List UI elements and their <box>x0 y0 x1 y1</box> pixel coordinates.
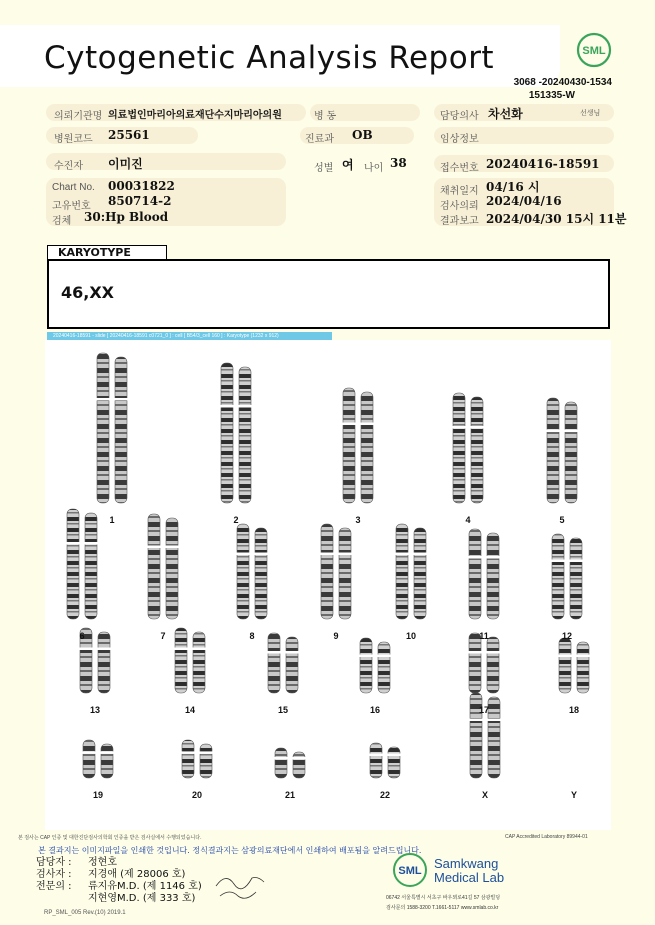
centromere-18-a <box>559 655 572 658</box>
slide-info-bar: 20240416-18591 - slide [ 20240416-18591 c0721_0 ] : cell [ B54/3_cell 160 ] : Karyotype (1232 x 912) <box>47 332 332 340</box>
chromosome-pair-3 <box>343 388 374 503</box>
sex-value: 여 <box>342 158 354 172</box>
lab-logo-text: SML <box>398 865 422 877</box>
centromere-1-a <box>97 398 110 401</box>
chromosome-label-2: 2 <box>233 515 239 525</box>
centromere-22-b <box>388 754 401 757</box>
sig3-value: 류지유M.D. (제 1146 호) <box>88 881 202 892</box>
collect-value: 04/16 시 <box>486 180 540 194</box>
chromosome-label-9: 9 <box>333 631 339 641</box>
patient-label: 수진자 <box>54 161 83 172</box>
chromosome-10-a <box>396 524 408 619</box>
chromosome-16-a <box>360 638 372 693</box>
karyogram-image <box>45 340 611 830</box>
specimen-label: 검체 <box>52 216 72 227</box>
chromosome-6-b <box>85 513 97 619</box>
institution-label: 의뢰기관명 <box>54 111 103 122</box>
chromosome-4-a <box>453 393 465 503</box>
centromere-20-a <box>182 751 195 754</box>
chromosome-20-b <box>200 744 212 778</box>
lab-name <box>434 857 504 885</box>
sig1-value: 정현호 <box>88 857 117 868</box>
centromere-21-a <box>275 757 288 760</box>
chromosome-label-13: 13 <box>89 705 100 715</box>
chromosome-19-a <box>83 740 95 778</box>
chromosome-17-b <box>487 637 499 693</box>
chromosome-pair-7 <box>148 514 179 619</box>
sig1-label: 담당자 : <box>36 857 72 868</box>
chromosome-12-b <box>570 538 582 619</box>
centromere-11-a <box>469 556 482 559</box>
age-label: 나이 <box>364 163 384 174</box>
chromosome-18-a <box>559 638 571 693</box>
chromosome-10-b <box>414 528 426 619</box>
chromosome-label-11: 11 <box>479 631 489 641</box>
unique-value: 850714-2 <box>108 194 172 208</box>
centromere-3-a <box>343 423 356 426</box>
centromere-18-b <box>577 655 590 658</box>
chromosome-2-a <box>221 363 233 503</box>
chromosome-label-Y: Y <box>570 790 577 800</box>
department-value: OB <box>352 128 373 142</box>
chromosome-4-b <box>471 397 483 503</box>
centromere-17-b <box>487 651 500 654</box>
chromosome-label-19: 19 <box>92 790 103 800</box>
chromosome-label-17: 17 <box>478 705 489 715</box>
request-label: 검사의뢰 <box>440 201 479 212</box>
chromosome-21-a <box>275 748 287 778</box>
chromosome-9-b <box>339 528 351 619</box>
specimen-value: 30:Hp Blood <box>84 210 169 224</box>
request-value: 2024/04/16 <box>486 194 562 208</box>
centromere-14-b <box>193 648 206 651</box>
centromere-6-a <box>67 542 80 545</box>
centromere-4-b <box>471 426 484 429</box>
chromosome-label-7: 7 <box>160 631 166 641</box>
centromere-10-a <box>396 553 409 556</box>
centromere-3-b <box>361 423 374 426</box>
centromere-9-b <box>339 553 352 556</box>
form-number: RP_SML_005 Rev.(10) 2019.1 <box>44 910 126 916</box>
centromere-22-a <box>370 754 383 757</box>
lab-address: 06742 서울특별시 서초구 바우뫼로41길 57 삼광빌딩 <box>386 895 501 901</box>
clinical-info-label: 임상정보 <box>440 134 479 145</box>
chromosome-pair-15 <box>268 633 299 693</box>
centromere-13-b <box>98 648 111 651</box>
centromere-12-b <box>570 560 583 563</box>
centromere-21-b <box>293 757 306 760</box>
chromosome-pair-19 <box>83 740 114 778</box>
centromere-15-b <box>286 651 299 654</box>
chromosome-pair-9 <box>321 524 352 619</box>
chromosome-label-14: 14 <box>184 705 195 715</box>
chromosome-pair-8 <box>237 524 268 619</box>
report-title: Cytogenetic Analysis Report <box>44 40 495 76</box>
centromere-10-b <box>414 553 427 556</box>
chromosome-22-b <box>388 747 400 778</box>
lab-contact: 검사문의 1588-3200 T.1661-5117 www.smlab.co.kr <box>386 905 499 911</box>
report-number-suffix: 151335-W <box>528 90 575 101</box>
report-number: 3068 -20240430-1534 <box>513 77 612 88</box>
chromosome-21-b <box>293 752 305 778</box>
doctor-label: 담당의사 <box>440 111 479 122</box>
chromosome-pair-1 <box>97 353 128 503</box>
chromosome-pair-14 <box>175 628 206 693</box>
hospital-code-value: 25561 <box>108 128 150 142</box>
centromere-5-b <box>565 430 578 433</box>
chromosome-19-b <box>101 744 113 778</box>
signature-image <box>212 866 268 902</box>
chromosome-1-b <box>115 357 127 503</box>
chromosome-22-a <box>370 743 382 778</box>
chromosome-9-a <box>321 524 333 619</box>
centromere-8-a <box>237 553 250 556</box>
sig2-label: 검사자 : <box>36 869 72 880</box>
sig3-label: 전문의 : <box>36 881 72 892</box>
chromosome-label-5: 5 <box>559 515 565 525</box>
chromosome-1-a <box>97 353 109 503</box>
chromosome-pair-20 <box>182 740 213 778</box>
chromosome-6-a <box>67 509 79 619</box>
samkwang-logo-icon <box>388 852 432 888</box>
karyotype-tab: KARYOTYPE <box>47 245 167 259</box>
chromosome-pair-21 <box>275 748 306 778</box>
chromosome-label-X: X <box>481 790 488 800</box>
chromosome-label-20: 20 <box>191 790 202 800</box>
centromere-8-b <box>255 553 268 556</box>
chromosome-3-a <box>343 388 355 503</box>
ward-label: 병 동 <box>314 111 337 122</box>
receipt-value: 20240416-18591 <box>486 157 600 171</box>
centromere-4-a <box>453 426 466 429</box>
centromere-7-b <box>166 546 179 549</box>
fine-print-right: CAP Accredited Laboratory 89944-01 <box>505 834 588 840</box>
chromosome-label-6: 6 <box>79 631 85 641</box>
centromere-17-a <box>469 651 482 654</box>
centromere-1-b <box>115 398 128 401</box>
centromere-12-a <box>552 560 565 563</box>
chromosome-13-b <box>98 632 110 693</box>
centromere-X-a <box>470 719 483 722</box>
karyotype-box <box>47 259 610 329</box>
chromosome-pair-22 <box>370 743 401 778</box>
chromosome-label-18: 18 <box>568 705 579 715</box>
chromosome-11-b <box>487 533 499 619</box>
chromosome-12-a <box>552 534 564 619</box>
centromere-13-a <box>80 648 93 651</box>
hospital-code-label: 병원코드 <box>54 134 93 145</box>
centromere-5-a <box>547 430 560 433</box>
chromosome-18-b <box>577 642 589 693</box>
centromere-9-a <box>321 553 334 556</box>
logo-text: SML <box>582 45 606 57</box>
centromere-2-b <box>239 405 252 408</box>
result-label: 결과보고 <box>440 216 479 227</box>
chromosome-pair-6 <box>67 509 98 619</box>
doctor-value: 차선화 <box>488 107 523 121</box>
notice-text: 본 결과지는 이미지파일을 인쇄한 것입니다. 정식결과지는 삼광의료재단에서 인쇄하여 배포됨을 알려드립니다. <box>38 846 422 855</box>
chromosome-label-15: 15 <box>277 705 288 715</box>
sml-logo-icon <box>576 32 612 68</box>
lab-name-line1: Samkwang <box>434 856 499 871</box>
chromosome-5-a <box>547 398 559 503</box>
karyotype-value: 46,XX <box>61 283 115 302</box>
chromosome-14-b <box>193 632 205 693</box>
centromere-X-b <box>488 719 501 722</box>
result-value: 2024/04/30 15시 11분 <box>486 212 627 226</box>
sig-row-4 <box>36 889 195 904</box>
centromere-11-b <box>487 556 500 559</box>
centromere-16-b <box>378 655 391 658</box>
department-label: 진료과 <box>305 134 334 145</box>
chromosome-16-b <box>378 642 390 693</box>
centromere-7-a <box>148 546 161 549</box>
centromere-15-a <box>268 651 281 654</box>
chromosome-label-3: 3 <box>355 515 361 525</box>
chromosome-label-22: 22 <box>379 790 390 800</box>
chromosome-pair-5 <box>547 398 578 503</box>
karyogram-svg <box>45 340 611 830</box>
chromosome-pair-11 <box>469 529 500 619</box>
chromosome-3-b <box>361 392 373 503</box>
chromosome-pair-18 <box>559 638 590 693</box>
sex-label: 성별 <box>314 163 334 174</box>
chromosome-label-10: 10 <box>405 631 416 641</box>
chromosome-label-1: 1 <box>109 515 115 525</box>
centromere-19-b <box>101 751 114 754</box>
centromere-16-a <box>360 655 373 658</box>
centromere-14-a <box>175 648 188 651</box>
unique-label: 고유번호 <box>52 201 91 212</box>
age-value: 38 <box>390 156 407 170</box>
chromosome-15-a <box>268 633 280 693</box>
chromosome-17-a <box>469 633 481 693</box>
chromosome-2-b <box>239 367 251 503</box>
chromosome-label-4: 4 <box>465 515 471 525</box>
chromosome-8-b <box>255 528 267 619</box>
chart-value: 00031822 <box>108 179 175 193</box>
centromere-2-a <box>221 405 234 408</box>
receipt-label: 접수번호 <box>440 163 479 174</box>
chromosome-8-a <box>237 524 249 619</box>
chromosome-15-b <box>286 637 298 693</box>
chromosome-label-8: 8 <box>249 631 255 641</box>
chromosome-pair-12 <box>552 534 583 619</box>
sig4-value: 지현영M.D. (제 333 호) <box>88 893 196 904</box>
chromosome-label-16: 16 <box>369 705 380 715</box>
collect-label: 채취일지 <box>440 186 479 197</box>
chromosome-7-a <box>148 514 160 619</box>
chromosome-7-b <box>166 518 178 619</box>
institution-value: 의료법인마리아의료재단수지마리아의원 <box>108 110 282 121</box>
chromosome-pair-4 <box>453 393 484 503</box>
patient-value: 이미진 <box>108 157 143 171</box>
centromere-19-a <box>83 751 96 754</box>
sig2-value: 지경애 (제 28006 호) <box>88 869 186 880</box>
chromosome-label-21: 21 <box>284 790 295 800</box>
centromere-20-b <box>200 751 213 754</box>
doctor-suffix: 선생님 <box>580 110 601 117</box>
chromosome-pair-17 <box>469 633 500 693</box>
chart-label: Chart No. <box>52 182 95 193</box>
centromere-6-b <box>85 542 98 545</box>
chromosome-pair-2 <box>221 363 252 503</box>
chromosome-5-b <box>565 402 577 503</box>
chromosome-20-a <box>182 740 194 778</box>
fine-print-left: 본 검사는 CAP 인증 및 대한진단검사의학회 인증을 받은 검사실에서 수행되었습니다. <box>18 835 202 841</box>
chromosome-14-a <box>175 628 187 693</box>
chromosome-pair-16 <box>360 638 391 693</box>
chromosome-label-12: 12 <box>561 631 572 641</box>
lab-name-line2: Medical Lab <box>434 870 505 885</box>
chromosome-11-a <box>469 529 481 619</box>
chromosome-pair-10 <box>396 524 427 619</box>
